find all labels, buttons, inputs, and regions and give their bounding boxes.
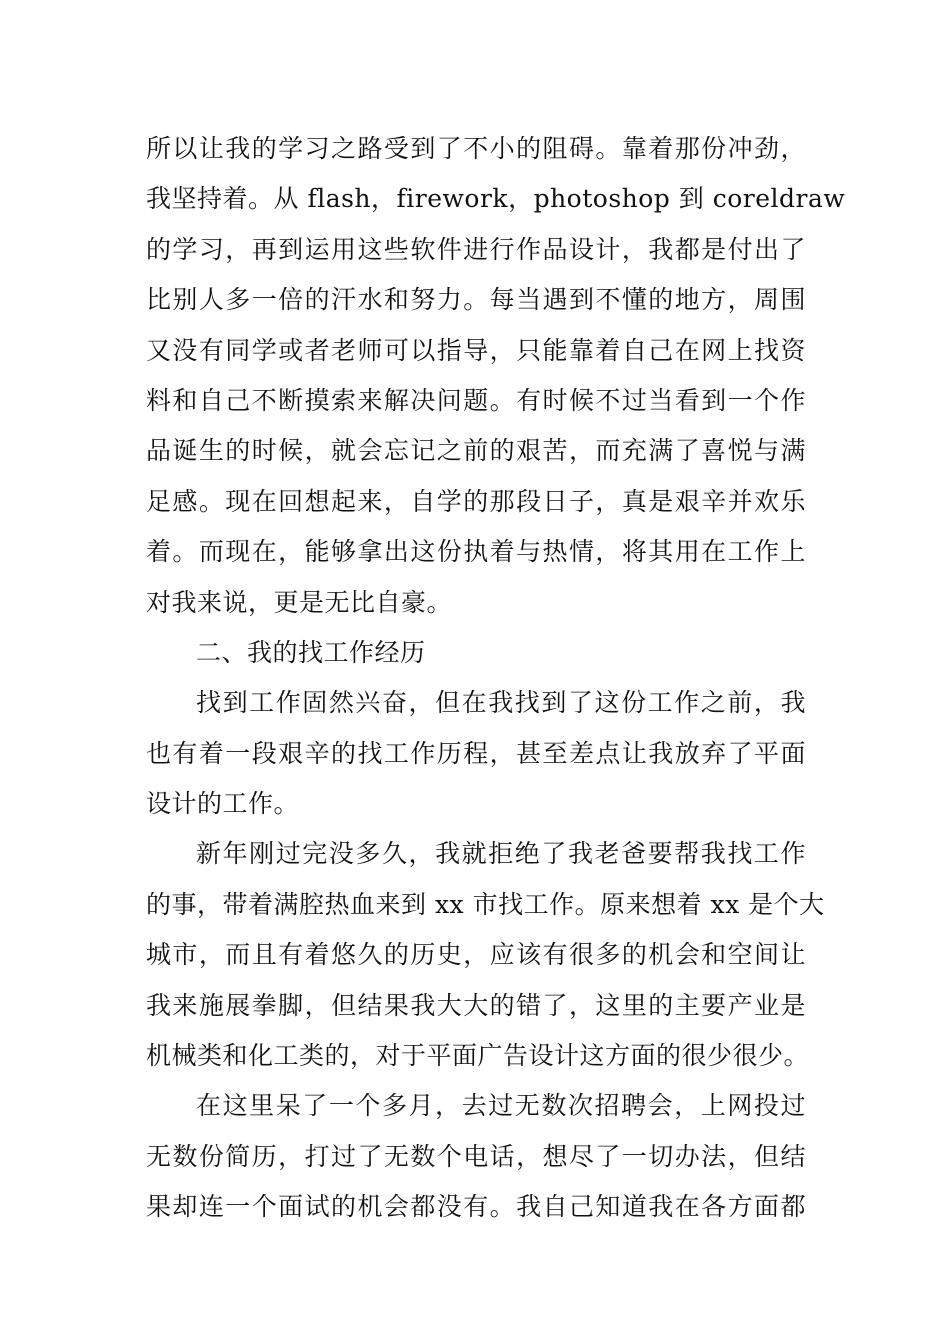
- text-line: 比别人多一倍的汗水和努力。每当遇到不懂的地方，周围: [146, 285, 806, 315]
- text-line: 机械类和化工类的，对于平面广告设计这方面的很少很少。: [146, 1041, 810, 1071]
- document-body: [146, 124, 846, 1233]
- text-line: 新年刚过完没多久，我就拒绝了我老爸要帮我找工作: [196, 839, 806, 869]
- text-line: 我坚持着。从 flash，firework，photoshop 到 coreldraw: [146, 184, 846, 214]
- text-line: 在这里呆了一个多月，去过无数次招聘会，上网投过: [196, 1091, 806, 1121]
- text-line: 找到工作固然兴奋，但在我找到了这份工作之前，我: [196, 688, 806, 718]
- heading-text: 二、我的找工作经历: [196, 637, 426, 667]
- text-line: 所以让我的学习之路受到了不小的阻碍。靠着那份冲劲，: [146, 134, 806, 163]
- text-line: 果却连一个面试的机会都没有。我自己知道我在各方面都: [146, 1192, 806, 1222]
- text-line: 对我来说，更是无比自豪。: [146, 587, 453, 617]
- text-line: 也有着一段艰辛的找工作历程，甚至差点让我放弃了平面: [146, 738, 806, 768]
- text-line: 设计的工作。: [146, 789, 300, 819]
- text-line: 着。而现在，能够拿出这份执着与热情，将其用在工作上: [146, 537, 806, 567]
- text-line: 城市，而且有着悠久的历史，应该有很多的机会和空间让: [146, 940, 806, 970]
- section-heading: [146, 628, 806, 678]
- text-line: 足感。现在回想起来，自学的那段日子，真是艰辛并欢乐: [146, 486, 806, 516]
- paragraph-1: [146, 124, 846, 628]
- text-line: 无数份简历，打过了无数个电话，想尽了一切办法，但结: [146, 1141, 806, 1171]
- paragraph-3: [146, 829, 825, 1081]
- paragraph-4: [146, 1081, 806, 1232]
- text-line: 品诞生的时候，就会忘记之前的艰苦，而充满了喜悦与满: [146, 436, 806, 466]
- text-line: 又没有同学或者老师可以指导，只能靠着自己在网上找资: [146, 335, 806, 365]
- text-line: 的学习，再到运用这些软件进行作品设计，我都是付出了: [146, 234, 806, 264]
- paragraph-2: [146, 678, 806, 829]
- text-line: 的事，带着满腔热血来到 xx 市找工作。原来想着 xx 是个大: [146, 889, 825, 919]
- text-line: 我来施展拳脚，但结果我大大的错了，这里的主要产业是: [146, 990, 806, 1020]
- text-line: 料和自己不断摸索来解决问题。有时候不过当看到一个作: [146, 385, 806, 415]
